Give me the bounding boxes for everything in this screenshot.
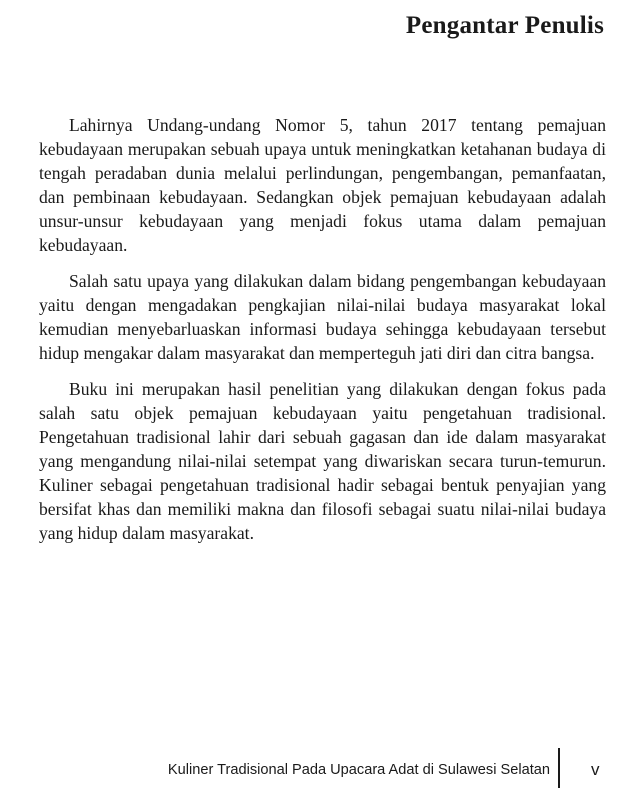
page-title: Pengantar Penulis [405, 12, 604, 39]
footer-book-title: Kuliner Tradisional Pada Upacara Adat di Sulawesi Selatan [167, 762, 550, 778]
paragraph-2: Salah satu upaya yang dilakukan dalam bidang pengembangan kebudayaan yaitu dengan mengadakan pengkajian nilai-nilai budaya masyarakat lokal kemudian menyebarluaskan informasi budaya sehingga kebudayaan tersebut hidup mengakar dalam masyarakat dan memperteguh jati diri dan citra bangsa. [39, 271, 606, 363]
page-number: v [591, 760, 600, 779]
paragraph-3: Buku ini merupakan hasil penelitian yang dilakukan dengan fokus pada salah satu objek pemajuan kebudayaan yaitu pengetahuan tradisional. Pengetahuan tradisional lahir dari sebuah gagasan dan ide dalam masyarakat yang mengandung nilai-nilai setempat yang diwariskan secara turun-temurun. Kuliner sebagai pengetahuan tradisional hadir sebagai bentuk penyajian yang bersifat khas dan memiliki makna dan filosofi sebagai suatu nilai-nilai budaya yang hidup dalam masyarakat. [39, 379, 606, 543]
footer-divider [558, 748, 560, 788]
paragraph-1: Lahirnya Undang-undang Nomor 5, tahun 2017 tentang pemajuan kebudayaan merupakan sebuah upaya untuk meningkatkan ketahanan budaya di tengah peradaban dunia melalui perlindungan, pengembangan, pemanfaatan, dan pembinaan kebudayaan. Sedangkan objek pemajuan kebudayaan adalah unsur-unsur kebudayaan yang menjadi fokus utama dalam pemajuan kebudayaan. [39, 115, 606, 255]
body-text [39, 113, 606, 557]
